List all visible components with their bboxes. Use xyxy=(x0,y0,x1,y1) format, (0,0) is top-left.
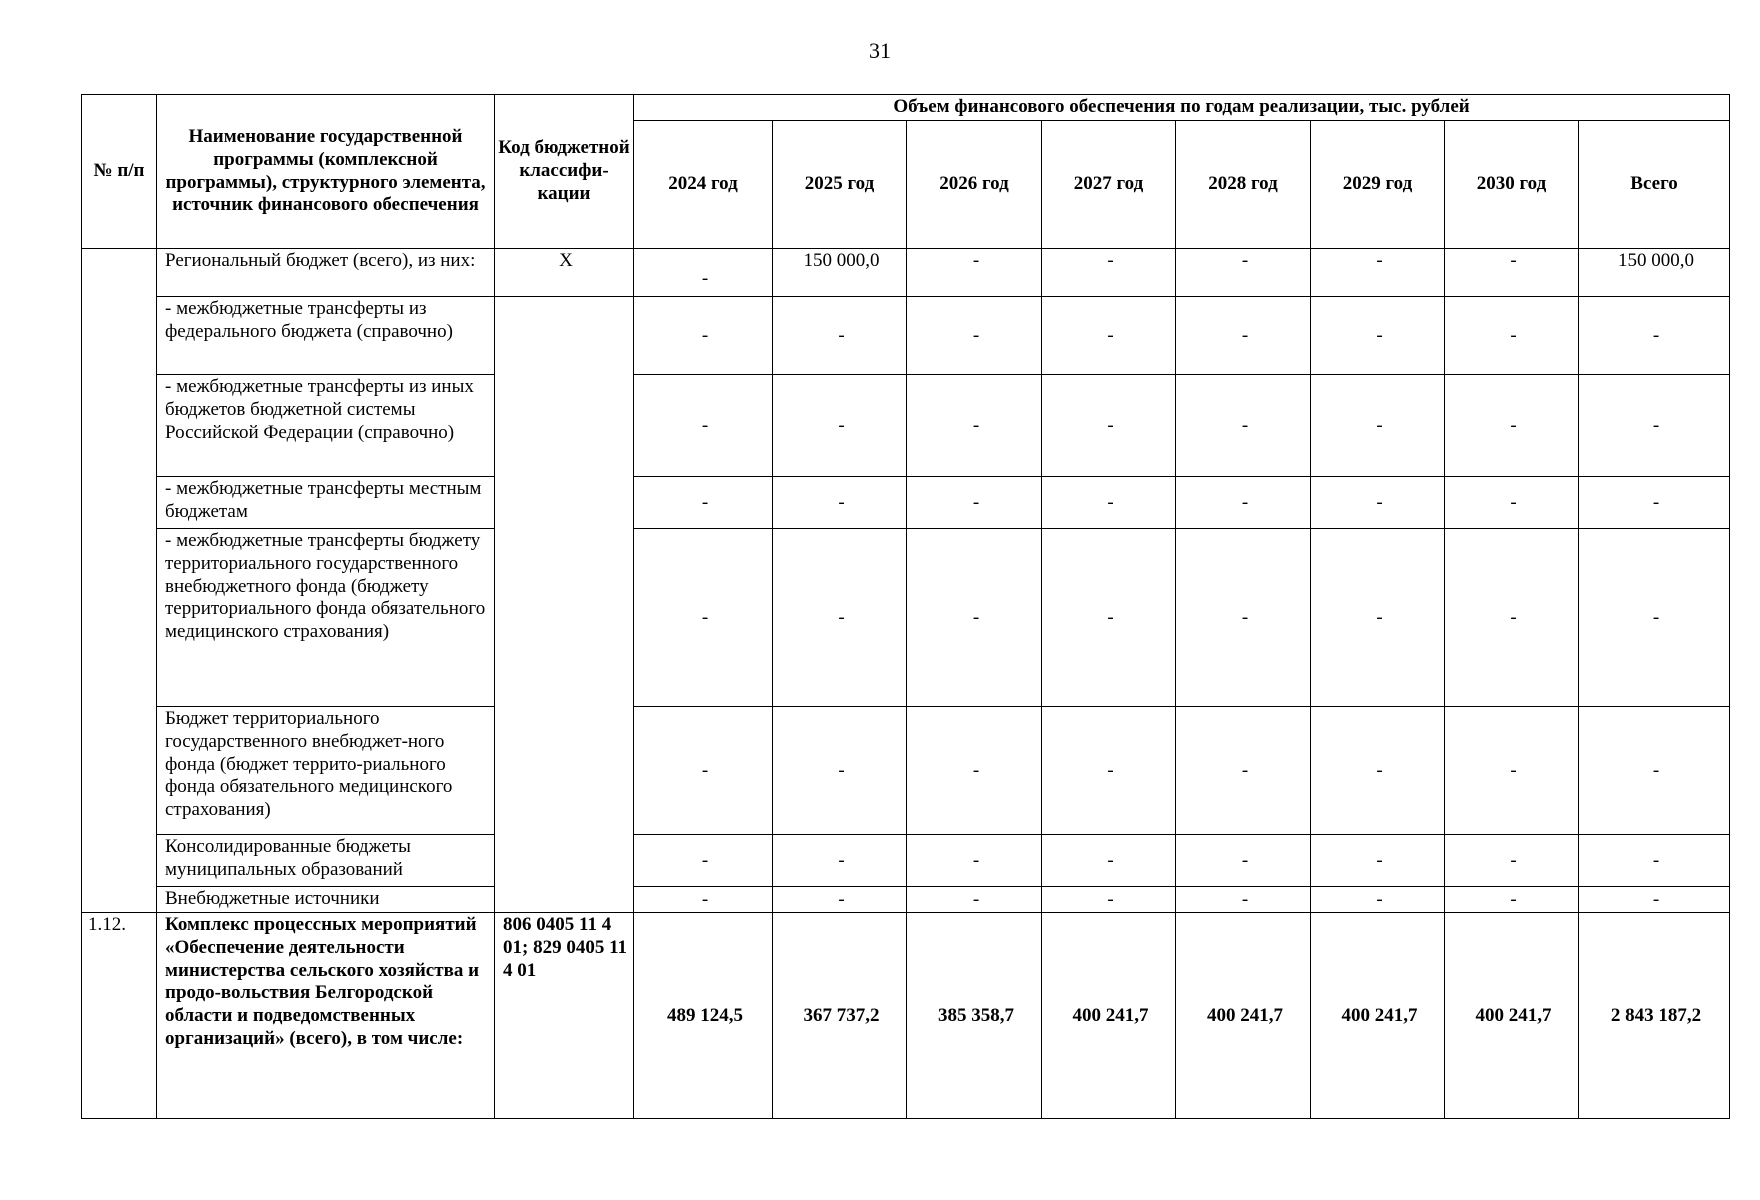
value-cell: - xyxy=(1042,835,1176,887)
value-cell: - xyxy=(907,707,1042,835)
value-cell: - xyxy=(907,835,1042,887)
header-year: 2029 год xyxy=(1311,121,1445,249)
value-cell: - xyxy=(907,529,1042,707)
value-cell: - xyxy=(1311,529,1445,707)
value-cell: - xyxy=(1579,297,1730,375)
value-cell: - xyxy=(1445,477,1579,529)
value-cell: - xyxy=(1445,297,1579,375)
table-row xyxy=(82,707,1730,835)
header-year: 2026 год xyxy=(907,121,1042,249)
value-cell: 150 000,0 xyxy=(1579,249,1730,297)
header-name: Наименование государственной программы (комплексной программы), структурного элемента, источник финансового обеспечения xyxy=(157,95,495,249)
value-cell: - xyxy=(1311,477,1445,529)
value-cell: - xyxy=(1445,249,1579,297)
table-row xyxy=(82,887,1730,913)
value-cell: - xyxy=(1042,297,1176,375)
value-cell: - xyxy=(1445,375,1579,477)
value-cell: - xyxy=(907,887,1042,913)
table-row xyxy=(82,835,1730,887)
value-cell: - xyxy=(773,707,907,835)
value-cell: - xyxy=(1311,249,1445,297)
header-row-1 xyxy=(82,95,1730,121)
value-cell: - xyxy=(907,375,1042,477)
value-cell: - xyxy=(634,477,773,529)
row-num: 1.12. xyxy=(82,913,157,1119)
value-cell: 400 241,7 xyxy=(1176,913,1311,1119)
value-cell: - xyxy=(907,477,1042,529)
value-cell: - xyxy=(1579,887,1730,913)
value-cell: - xyxy=(1176,375,1311,477)
table-row xyxy=(82,477,1730,529)
table-row xyxy=(82,529,1730,707)
page-number: 31 xyxy=(869,38,891,63)
header-year: 2030 год xyxy=(1445,121,1579,249)
value-cell: - xyxy=(1042,707,1176,835)
header-num: № п/п xyxy=(82,95,157,249)
value-cell: - xyxy=(1579,835,1730,887)
table-row xyxy=(82,913,1730,1119)
row-code: 806 0405 11 4 01; 829 0405 11 4 01 xyxy=(495,913,634,1119)
value-cell: - xyxy=(634,249,773,297)
value-cell: - xyxy=(1042,477,1176,529)
row-name: - межбюджетные трансферты из федерального бюджета (справочно) xyxy=(157,297,495,375)
header-year: 2025 год xyxy=(773,121,907,249)
value-cell: - xyxy=(1579,477,1730,529)
value-cell: - xyxy=(1579,375,1730,477)
value-cell: 400 241,7 xyxy=(1445,913,1579,1119)
row-name: - межбюджетные трансферты бюджету территориального государственного внебюджетного фонда (бюджету территориального фонда обязательного медицинского страхования) xyxy=(157,529,495,707)
row-name: Внебюджетные источники xyxy=(157,887,495,913)
value-cell: - xyxy=(907,249,1042,297)
header-code: Код бюджетной классифи-кации xyxy=(495,95,634,249)
value-cell: - xyxy=(1311,887,1445,913)
value-cell: - xyxy=(1445,887,1579,913)
row-name: - межбюджетные трансферты местным бюджетам xyxy=(157,477,495,529)
value-cell: - xyxy=(773,375,907,477)
header-total: Всего xyxy=(1579,121,1730,249)
value-cell: - xyxy=(1579,529,1730,707)
value-cell: 489 124,5 xyxy=(634,913,773,1119)
value-cell: 385 358,7 xyxy=(907,913,1042,1119)
row-code: X xyxy=(495,249,634,297)
value-cell: - xyxy=(1176,887,1311,913)
value-cell: - xyxy=(1311,707,1445,835)
value-cell: 150 000,0 xyxy=(773,249,907,297)
value-cell: - xyxy=(1445,707,1579,835)
value-cell: - xyxy=(1579,707,1730,835)
value-cell: 367 737,2 xyxy=(773,913,907,1119)
value-cell: - xyxy=(773,835,907,887)
value-cell: - xyxy=(1311,375,1445,477)
value-cell: - xyxy=(1176,249,1311,297)
row-code-empty xyxy=(495,297,634,913)
value-cell: - xyxy=(1042,887,1176,913)
value-cell: - xyxy=(1176,707,1311,835)
value-cell: 400 241,7 xyxy=(1042,913,1176,1119)
financing-table xyxy=(81,94,1730,1119)
header-year: 2027 год xyxy=(1042,121,1176,249)
table-row xyxy=(82,375,1730,477)
value-cell: - xyxy=(1445,835,1579,887)
row-num-empty xyxy=(82,249,157,913)
value-cell: - xyxy=(1176,477,1311,529)
row-name: Региональный бюджет (всего), из них: xyxy=(157,249,495,297)
value-cell: - xyxy=(1311,835,1445,887)
value-cell: - xyxy=(634,707,773,835)
header-year: 2028 год xyxy=(1176,121,1311,249)
value-cell: - xyxy=(1176,297,1311,375)
value-cell: - xyxy=(1445,529,1579,707)
value-cell: - xyxy=(907,297,1042,375)
value-cell: - xyxy=(773,529,907,707)
value-cell: - xyxy=(634,835,773,887)
value-cell: - xyxy=(1042,249,1176,297)
value-cell: - xyxy=(1176,529,1311,707)
table-row xyxy=(82,297,1730,375)
value-cell: - xyxy=(634,375,773,477)
value-cell: - xyxy=(1311,297,1445,375)
table-row xyxy=(82,249,1730,297)
row-name: Консолидированные бюджеты муниципальных образований xyxy=(157,835,495,887)
value-cell: - xyxy=(1042,375,1176,477)
value-cell: - xyxy=(1176,835,1311,887)
value-cell: - xyxy=(634,529,773,707)
value-cell: - xyxy=(634,887,773,913)
row-name: Бюджет территориального государственного внебюджет-ного фонда (бюджет террито-риального фонда обязательного медицинского страхования) xyxy=(157,707,495,835)
value-cell: - xyxy=(773,297,907,375)
value-cell: - xyxy=(634,297,773,375)
row-name: Комплекс процессных мероприятий «Обеспечение деятельности министерства сельского хозяйства и продо-вольствия Белгородской области и подведомственных организаций» (всего), в том числе: xyxy=(157,913,495,1119)
header-year: 2024 год xyxy=(634,121,773,249)
row-name: - межбюджетные трансферты из иных бюджетов бюджетной системы Российской Федерации (справочно) xyxy=(157,375,495,477)
value-cell: - xyxy=(773,477,907,529)
value-cell: - xyxy=(1042,529,1176,707)
header-group-title: Объем финансового обеспечения по годам реализации, тыс. рублей xyxy=(634,95,1730,121)
value-cell: 2 843 187,2 xyxy=(1579,913,1730,1119)
value-cell: 400 241,7 xyxy=(1311,913,1445,1119)
value-cell: - xyxy=(773,887,907,913)
